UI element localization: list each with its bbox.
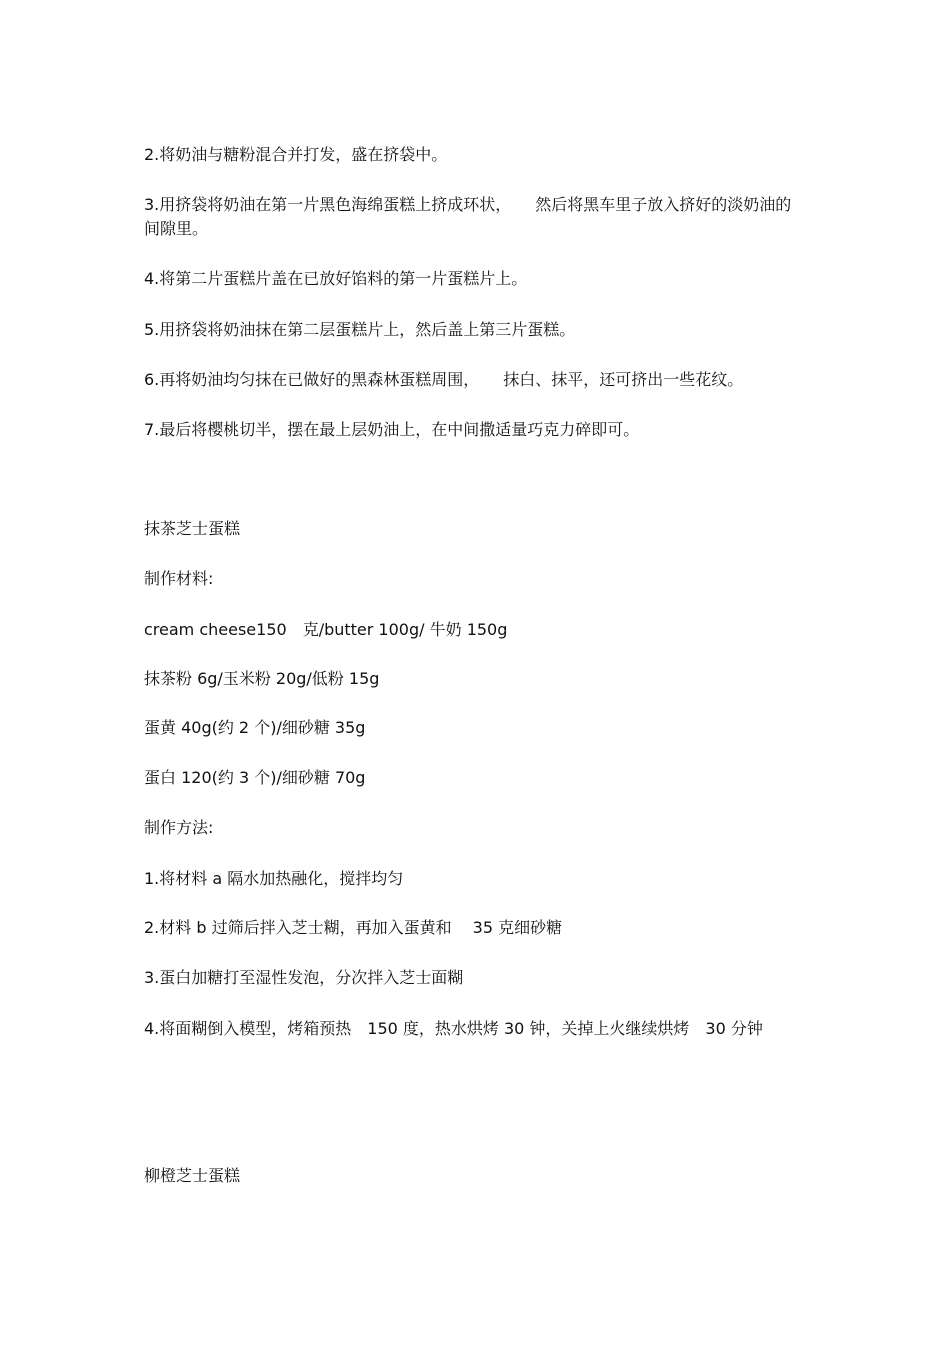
ingredient-line-4: 蛋白 120(约 3 个)/细砂糖 70g: [144, 768, 366, 787]
step-7: 7.最后将樱桃切半，摆在最上层奶油上，在中间撒适量巧克力碎即可。: [144, 420, 640, 439]
ingredients-heading: 制作材料:: [144, 569, 214, 588]
step-2: 2.将奶油与糖粉混合并打发，盛在挤袋中。: [144, 145, 448, 164]
recipe-title-orange: 柳橙芝士蛋糕: [144, 1166, 241, 1185]
ingredient-line-1: cream cheese150 克/butter 100g/ 牛奶 150g: [144, 620, 508, 639]
method-heading: 制作方法:: [144, 818, 214, 837]
step-5: 5.用挤袋将奶油抹在第二层蛋糕片上，然后盖上第三片蛋糕。: [144, 320, 576, 339]
ingredient-line-2: 抹茶粉 6g/玉米粉 20g/低粉 15g: [144, 669, 380, 688]
ingredient-line-3: 蛋黄 40g(约 2 个)/细砂糖 35g: [144, 718, 366, 737]
method-step-1: 1.将材料 a 隔水加热融化，搅拌均匀: [144, 869, 404, 888]
recipe-title-matcha: 抹茶芝士蛋糕: [144, 519, 241, 538]
step-4: 4.将第二片蛋糕片盖在已放好馅料的第一片蛋糕片上。: [144, 269, 528, 288]
method-step-2: 2.材料 b 过筛后拌入芝士糊，再加入蛋黄和 35 克细砂糖: [144, 918, 563, 937]
step-3: 3.用挤袋将奶油在第一片黑色海绵蛋糕上挤成环状， 然后将黑车里子放入挤好的淡奶油的间隙里。: [144, 195, 792, 238]
method-step-3: 3.蛋白加糖打至湿性发泡，分次拌入芝士面糊: [144, 968, 464, 987]
step-6: 6.再将奶油均匀抹在已做好的黑森林蛋糕周围， 抹白、抹平，还可挤出一些花纹。: [144, 370, 744, 389]
method-step-4: 4.将面糊倒入模型，烤箱预热 150 度，热水烘烤 30 钟，关掉上火继续烘烤 30 分钟: [144, 1019, 763, 1038]
